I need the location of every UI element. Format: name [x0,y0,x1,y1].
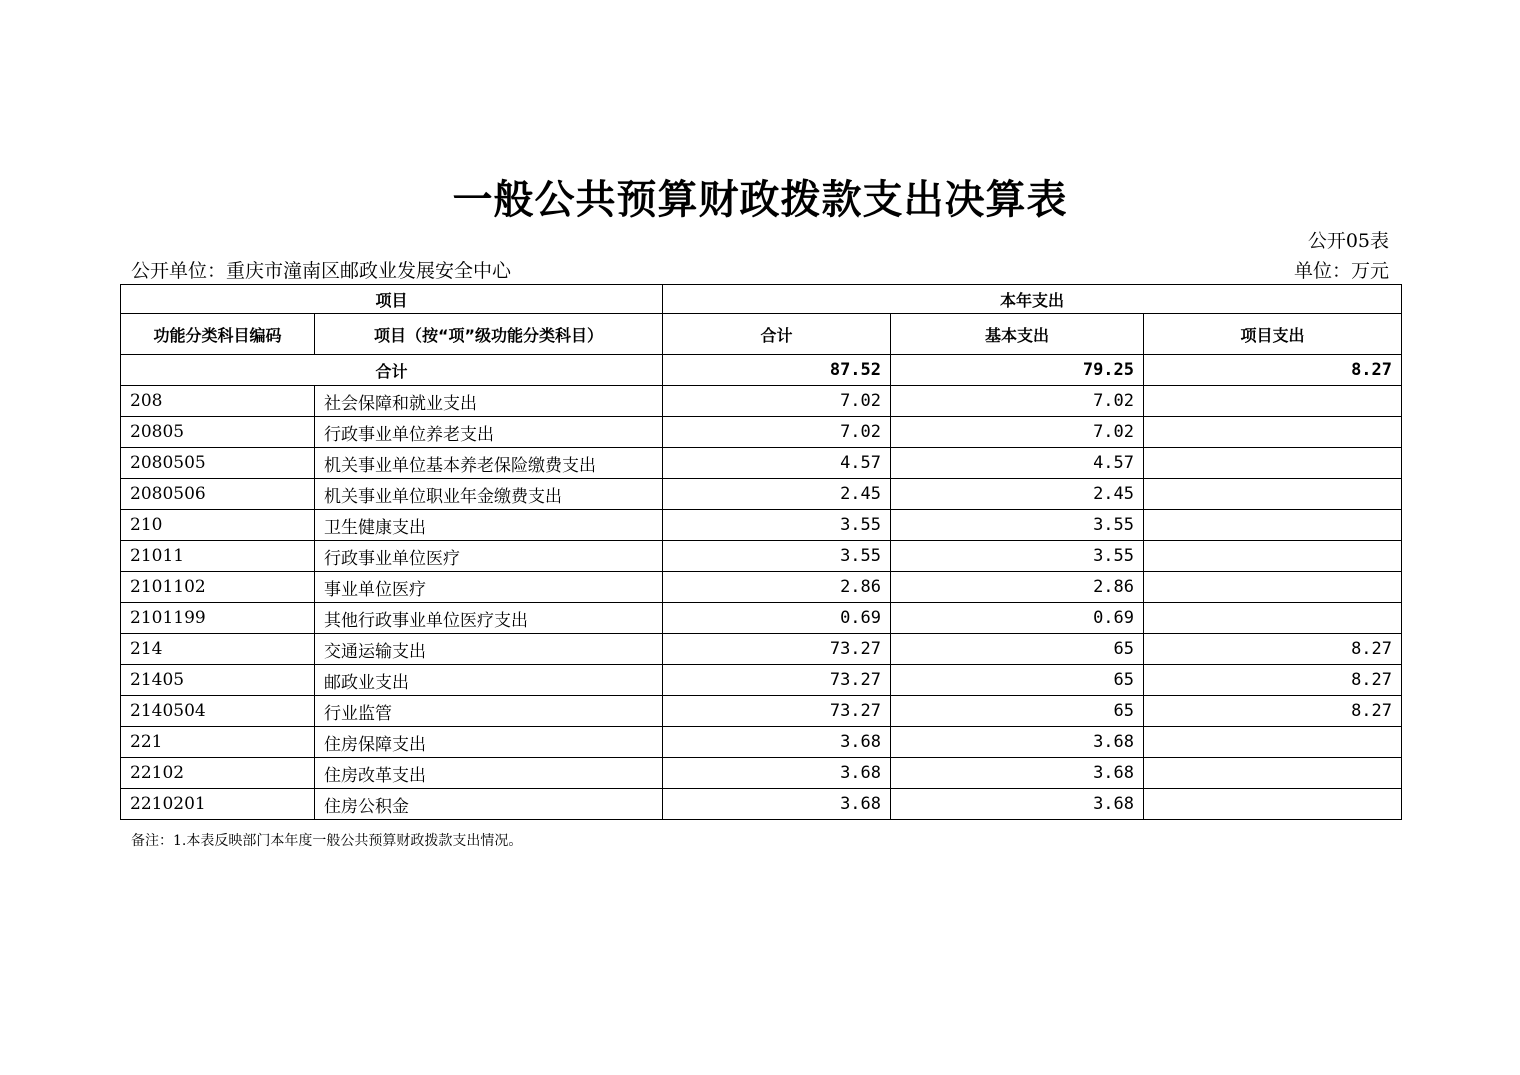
table-row [121,541,1402,572]
cell-total: 0.69 [663,603,891,634]
cell-total: 3.68 [663,727,891,758]
cell-project [1144,541,1402,572]
cell-basic: 65 [891,696,1144,727]
cell-project [1144,479,1402,510]
total-basic: 79.25 [891,355,1144,386]
cell-project [1144,386,1402,417]
cell-code: 22102 [121,758,315,789]
cell-total: 3.68 [663,789,891,820]
cell-basic: 3.55 [891,541,1144,572]
total-sum: 87.52 [663,355,891,386]
cell-total: 4.57 [663,448,891,479]
cell-code: 2101102 [121,572,315,603]
table-row [121,727,1402,758]
cell-project: 8.27 [1144,665,1402,696]
cell-project [1144,448,1402,479]
cell-total: 3.55 [663,541,891,572]
table-row [121,789,1402,820]
page-title: 一般公共预算财政拨款支出决算表 [452,177,1068,223]
cell-basic: 0.69 [891,603,1144,634]
cell-project [1144,789,1402,820]
cell-total: 2.86 [663,572,891,603]
cell-total: 73.27 [663,665,891,696]
cell-total: 3.68 [663,758,891,789]
cell-basic: 7.02 [891,386,1144,417]
header-code: 功能分类科目编码 [121,314,315,355]
cell-name: 机关事业单位职业年金缴费支出 [315,479,663,510]
cell-basic: 2.45 [891,479,1144,510]
table-row [121,696,1402,727]
header-project: 项目支出 [1144,314,1402,355]
table-row [121,510,1402,541]
cell-code: 2101199 [121,603,315,634]
cell-name: 行政事业单位医疗 [315,541,663,572]
cell-name: 交通运输支出 [315,634,663,665]
cell-project [1144,727,1402,758]
table-row [121,758,1402,789]
cell-name: 机关事业单位基本养老保险缴费支出 [315,448,663,479]
table-number: 公开05表 [1307,230,1389,252]
table-row [121,386,1402,417]
cell-project [1144,758,1402,789]
cell-total: 7.02 [663,386,891,417]
cell-basic: 3.68 [891,758,1144,789]
cell-basic: 3.68 [891,789,1144,820]
cell-code: 20805 [121,417,315,448]
cell-code: 2080506 [121,479,315,510]
footnote: 备注：1.本表反映部门本年度一般公共预算财政拨款支出情况。 [131,833,523,849]
cell-name: 邮政业支出 [315,665,663,696]
header-year-group: 本年支出 [663,285,1402,314]
table-row [121,479,1402,510]
header-item-group: 项目 [121,285,663,314]
cell-name: 行业监管 [315,696,663,727]
currency-unit: 单位：万元 [1293,260,1389,282]
header-total: 合计 [663,314,891,355]
cell-basic: 2.86 [891,572,1144,603]
header-row-columns [121,314,1402,355]
total-row [121,355,1402,386]
cell-project [1144,572,1402,603]
cell-name: 社会保障和就业支出 [315,386,663,417]
cell-name: 卫生健康支出 [315,510,663,541]
cell-basic: 65 [891,634,1144,665]
cell-project: 8.27 [1144,634,1402,665]
cell-code: 210 [121,510,315,541]
cell-project: 8.27 [1144,696,1402,727]
table-row [121,634,1402,665]
cell-code: 21011 [121,541,315,572]
cell-name: 行政事业单位养老支出 [315,417,663,448]
cell-basic: 3.55 [891,510,1144,541]
cell-name: 住房改革支出 [315,758,663,789]
cell-basic: 3.68 [891,727,1144,758]
cell-code: 2080505 [121,448,315,479]
cell-code: 2140504 [121,696,315,727]
table-row [121,572,1402,603]
cell-name: 事业单位医疗 [315,572,663,603]
header-basic: 基本支出 [891,314,1144,355]
reporting-unit: 公开单位：重庆市潼南区邮政业发展安全中心 [131,260,512,282]
cell-total: 73.27 [663,696,891,727]
total-project: 8.27 [1144,355,1402,386]
cell-basic: 4.57 [891,448,1144,479]
cell-basic: 7.02 [891,417,1144,448]
cell-name: 住房保障支出 [315,727,663,758]
cell-total: 3.55 [663,510,891,541]
table-row [121,665,1402,696]
cell-total: 7.02 [663,417,891,448]
budget-table [120,284,1402,820]
cell-project [1144,417,1402,448]
table-row [121,448,1402,479]
cell-total: 2.45 [663,479,891,510]
table-row [121,603,1402,634]
header-name: 项目（按“项”级功能分类科目） [315,314,663,355]
cell-project [1144,510,1402,541]
cell-code: 2210201 [121,789,315,820]
total-label: 合计 [121,355,663,386]
cell-code: 221 [121,727,315,758]
cell-code: 21405 [121,665,315,696]
cell-name: 住房公积金 [315,789,663,820]
cell-basic: 65 [891,665,1144,696]
cell-name: 其他行政事业单位医疗支出 [315,603,663,634]
cell-code: 208 [121,386,315,417]
cell-total: 73.27 [663,634,891,665]
header-row-group [121,285,1402,314]
table-row [121,417,1402,448]
cell-code: 214 [121,634,315,665]
cell-project [1144,603,1402,634]
